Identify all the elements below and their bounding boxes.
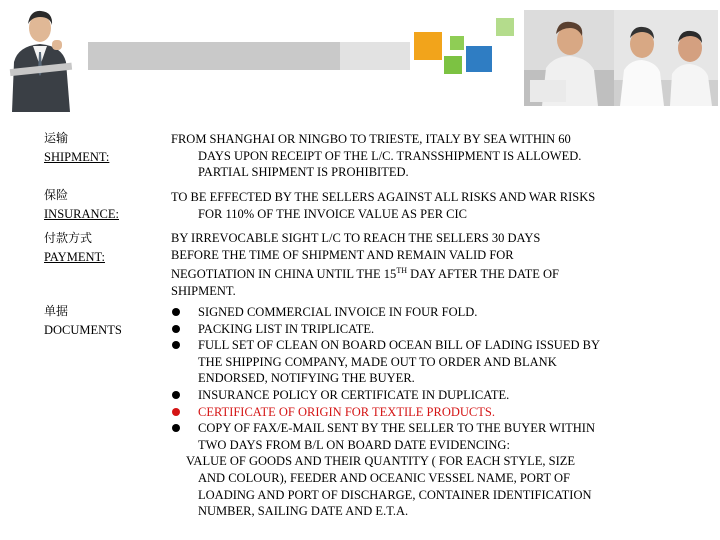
list-item-continuation: AND COLOUR), FEEDER AND OCEANIC VESSEL NAME, PORT OF <box>198 470 570 485</box>
shipment-line: DAYS UPON RECEIPT OF THE L/C. TRANSSHIPMENT IS ALLOWED. <box>198 148 582 163</box>
list-item-text: INSURANCE POLICY OR CERTIFICATE IN DUPLICATE. <box>198 387 510 402</box>
bullet-icon <box>172 408 180 416</box>
shipment-text <box>171 131 691 181</box>
payment-line <box>171 263 691 283</box>
list-item-highlighted <box>171 404 691 421</box>
payment-text <box>171 230 691 300</box>
shipment-label <box>44 130 109 165</box>
documents-list <box>171 304 691 520</box>
bullet-icon <box>172 308 180 316</box>
insurance-line: TO BE EFFECTED BY THE SELLERS AGAINST ALL RISKS AND WAR RISKS <box>171 190 596 204</box>
header-banner <box>0 0 720 112</box>
shipment-label-cn: 运输 <box>44 131 69 145</box>
list-item <box>171 387 691 404</box>
insurance-label-en: INSURANCE: <box>44 207 120 221</box>
list-item-text: CERTIFICATE OF ORIGIN FOR TEXTILE PRODUCTS. <box>198 404 495 419</box>
list-item-continuation: NUMBER, SAILING DATE AND E.T.A. <box>198 504 409 519</box>
green-square <box>444 56 462 74</box>
payment-line3-sup: TH <box>396 266 407 276</box>
payment-line: BEFORE THE TIME OF SHIPMENT AND REMAIN VALID FOR <box>171 247 514 262</box>
shipment-label-en: SHIPMENT: <box>44 150 110 164</box>
list-item-continuation: TWO DAYS FROM B/L ON BOARD DATE EVIDENCING: <box>198 437 510 452</box>
light-green-square <box>496 18 514 36</box>
payment-line: BY IRREVOCABLE SIGHT L/C TO REACH THE SELLERS 30 DAYS <box>171 231 541 245</box>
gray-bar <box>88 42 340 70</box>
list-item-text: SIGNED COMMERCIAL INVOICE IN FOUR FOLD. <box>198 305 478 319</box>
list-item-continuation: LOADING AND PORT OF DISCHARGE, CONTAINER IDENTIFICATION <box>198 487 592 502</box>
list-item-text: PACKING LIST IN TRIPLICATE. <box>198 321 375 336</box>
bullet-icon <box>172 424 180 432</box>
list-item <box>171 304 691 321</box>
list-item <box>171 420 691 437</box>
list-item-continuation: THE SHIPPING COMPANY, MADE OUT TO ORDER AND BLANK <box>198 354 557 369</box>
orange-square <box>414 32 442 60</box>
shipment-line: PARTIAL SHIPMENT IS PROHIBITED. <box>198 165 409 180</box>
list-item <box>171 337 691 354</box>
list-item-text: COPY OF FAX/E-MAIL SENT BY THE SELLER TO THE BUYER WITHIN <box>198 421 595 436</box>
insurance-label <box>44 187 119 222</box>
list-item <box>171 321 691 338</box>
office-photo-1 <box>524 10 614 106</box>
office-photo-2 <box>614 10 718 106</box>
payment-line3-post: DAY AFTER THE DATE OF <box>406 267 559 282</box>
green-square-small <box>450 36 464 50</box>
businessman-laptop-image <box>0 0 82 112</box>
list-item-continuation: ENDORSED, NOTIFYING THE BUYER. <box>198 371 415 386</box>
documents-label-cn: 单据 <box>44 304 69 318</box>
payment-label-en: PAYMENT: <box>44 250 105 264</box>
bullet-icon <box>172 325 180 333</box>
list-item-text: FULL SET OF CLEAN ON BOARD OCEAN BILL OF LADING ISSUED BY <box>198 338 600 353</box>
gray-bar-light <box>340 42 410 70</box>
bullet-icon <box>172 391 180 399</box>
shipment-line: FROM SHANGHAI OR NINGBO TO TRIESTE, ITALY BY SEA WITHIN 60 <box>171 132 571 146</box>
payment-line: SHIPMENT. <box>171 283 236 298</box>
insurance-line: FOR 110% OF THE INVOICE VALUE AS PER CIC <box>198 206 468 221</box>
payment-label <box>44 230 105 265</box>
payment-line3-pre: NEGOTIATION IN CHINA UNTIL THE 15 <box>171 267 397 282</box>
insurance-text <box>171 189 691 222</box>
documents-label <box>44 303 122 338</box>
bullet-icon <box>172 341 180 349</box>
blue-square <box>466 46 492 72</box>
documents-label-en: DOCUMENTS <box>44 323 122 337</box>
payment-label-cn: 付款方式 <box>44 231 93 245</box>
list-item-continuation: VALUE OF GOODS AND THEIR QUANTITY ( FOR EACH STYLE, SIZE <box>186 454 576 469</box>
insurance-label-cn: 保险 <box>44 188 69 202</box>
